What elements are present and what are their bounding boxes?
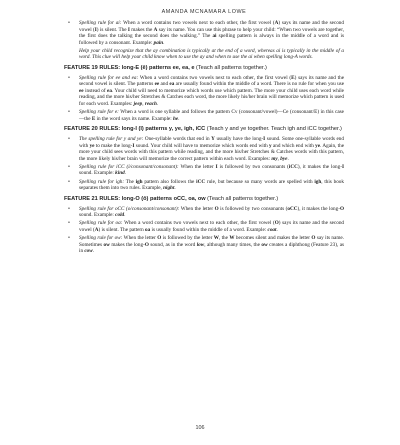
intro-list [64, 20, 344, 61]
section-heading-feature-19: FEATURE 19 RULES: long-E (ē) patterns ee, ea, e (Teach all patterns together.) [64, 64, 267, 71]
list-item: • Spelling rule for ow: When the letter O is followed by the letter W, the W becomes silent and makes the letter O say its name. Sometimes ow makes the long-O sound, as in the word low, although many times, the ow creates a diphthong (Feature 23), as in cow. [64, 235, 344, 255]
feature-19-list [64, 75, 344, 122]
list-item: • Spelling rule for ee and ea: When a word contains two vowels next to each other, the first vowel (E) says its name and the second vowel is silent. The patterns ee and ea are usually found within the middle of a word. There is no rule for when you use ee instead of ea. Your child will need to memorize which words use which pattern. The more your child uses each word while reading, and the more his/her Stretches & Catches each word, the more likely his/her brain will memorize which pattern is used for each word. Examples: jeep, reach. [64, 75, 344, 108]
feature-20-list [64, 136, 344, 192]
list-item: • Spelling rule for igh: The igh pattern also follows the iCC rule, but because so many words are spelled with igh, this book separates them into two rules. Example, night. [64, 179, 344, 192]
list-item: • Spelling rule for iCC (i/consonant/consonant): When the letter I is followed by two consonants (iCC), it makes the long-I sound. Example: kind. [64, 164, 344, 177]
section-heading-feature-21: FEATURE 21 RULES: long-O (ō) patterns oCC, oa, ow (Teach all patterns together.) [64, 195, 279, 202]
section-heading-feature-20: FEATURE 20 RULES: long-I (ī) patterns y, ye, igh, iCC (Teach y and ye together. Teach igh and iCC together.) [64, 126, 342, 133]
page-number: 106 [195, 425, 205, 431]
list-item: • Spelling rule for oa: When a word contains two vowels next to each other, the first vowel (O) says its name and the second vowel (A) is silent. The pattern oa is usually found within the middle of a word. Example: coat. [64, 220, 344, 233]
list-item: • Spelling rule for ai: When a word contains two vowels next to each other, the first vowel (A) says its name and the second vowel (I) is silent. The I makes the A say its name. You can use this phrase to help your child: “When two vowels are together, the first does the talking the second does the walking.” The ai spelling pattern is always in the middle of a word and is followed by a consonant. Example: pain. [64, 20, 344, 46]
feature-21-list [64, 206, 344, 255]
list-item: • The spelling rule for y and ye: One-syllable words that end in Y usually have the long-I sound. Some one-syllable words end with ye to make the long-I sound. Your child will have to memorize which words end with y and which end with ye. Again, the more your child sees words with this pattern while reading, and the more his/her Stretches & Catches words with this pattern, the more likely his/her brain will memorize the correct pattern within each word. Examples: my, bye. [64, 136, 344, 162]
list-item: • Spelling rule for oCC (o/consonant/consonant): When the letter O is followed by two consonants (oCC), it makes the long-O sound. Example: cold. [64, 206, 344, 219]
list-item-note: Help your child recognize that the ay combination is typically at the end of a word, whereas ai is typically in the middle of a word. This clue will help your child know when to use the ay and when to use the ai when spelling long-A words. [79, 47, 344, 61]
running-head: AMANDA MCNAMARA LOWE [161, 9, 247, 15]
list-item: • Spelling rule for e: When a word is one syllable and follows the pattern Cv (consonant/vowel)—Ce (consonant/E) in this case—the E in the word says its name. Example: he. [64, 109, 344, 122]
